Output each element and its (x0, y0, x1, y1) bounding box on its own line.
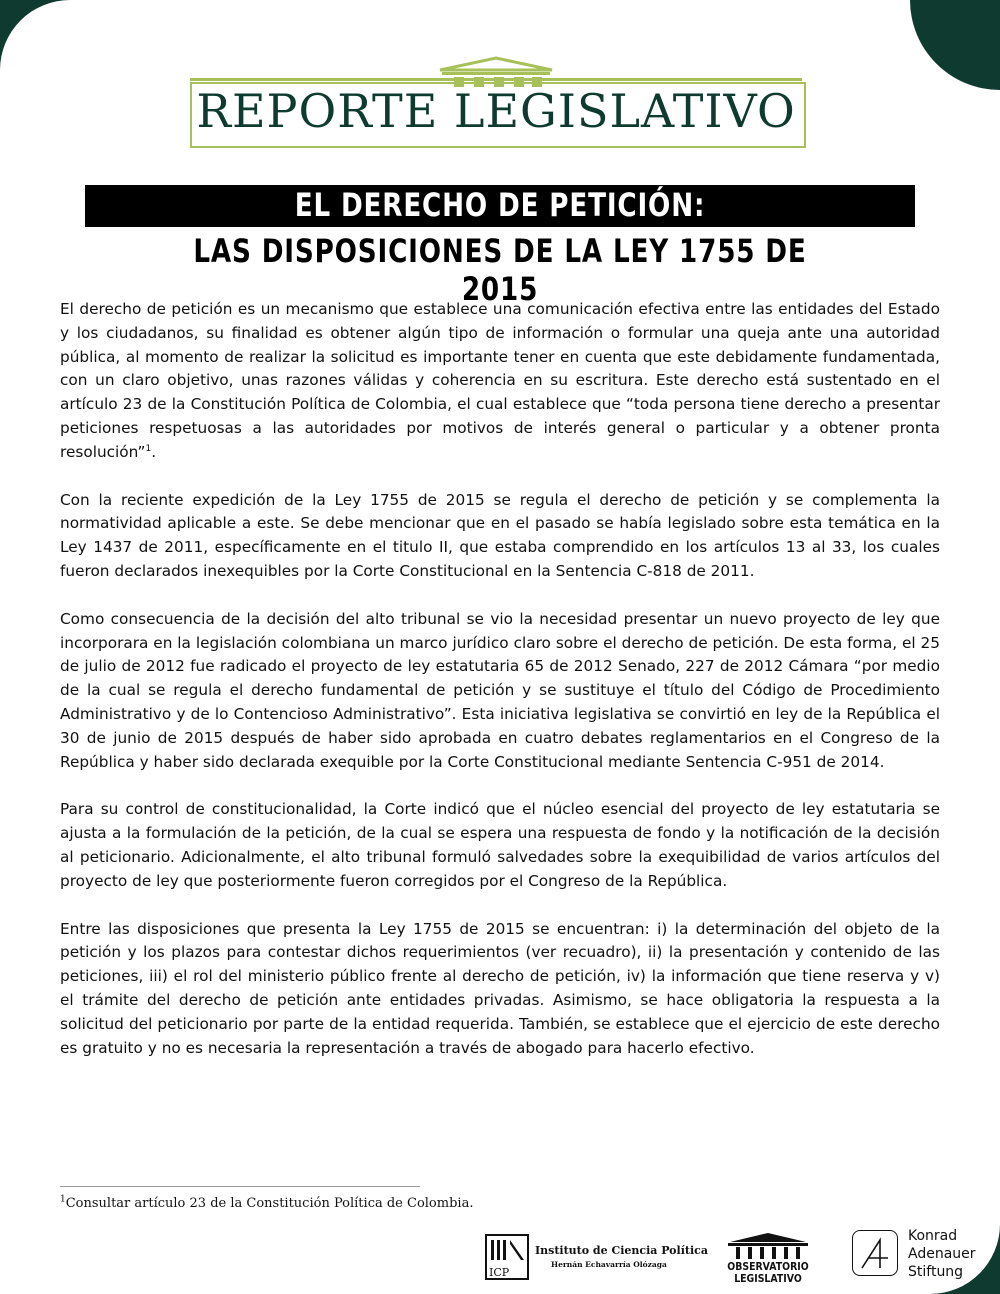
footnote-divider (60, 1186, 420, 1187)
masthead (182, 56, 810, 148)
paragraph: Entre las disposiciones que presenta la Ley 1755 de 2015 se encuentran: i) la determinación del objeto de la petición y los plazos para contestar dichos requerimientos (ver recuadro), ii) la presentación y contenido de las peticiones, iii) el rol del ministerio público frente al derecho de petición, iv) la información que tiene reserva y v) el trámite del derecho de petición ante entidades privadas. Asimismo, se hace obligatoria la respuesta a la solicitud del peticionario por parte de la entidad requerida. También, se establece que el ejercicio de este derecho es gratuito y no es necesaria la representación a través de abogado para hacerlo efectivo. (60, 919, 940, 1057)
observatorio-logo (708, 1232, 828, 1285)
paragraph: El derecho de petición es un mecanismo que establece una comunicación efectiva entre las entidades del Estado y los ciudadanos, su finalidad es obtener algún tipo de información o formular una queja ante una autoridad pública, al momento de realizar la solicitud es importante tener en cuenta que este debidamente fundamentada, con un claro objetivo, unas razones válidas y coherencia en su escritura. Este derecho está sustentado en el artículo 23 de la Constitución Política de Colombia, el cual establece que “toda persona tiene derecho a presentar peticiones respetuosas a las autoridades por motivos de interés general o particular y a obtener pronta resolución”$^1$. (60, 300, 940, 461)
kas-line1: Konrad (908, 1228, 958, 1244)
icp-mark-icon (485, 1234, 529, 1280)
observatorio-temple-icon (708, 1232, 828, 1260)
footnote-reference: 1 (145, 443, 152, 454)
article-title-line2: LAS DISPOSICIONES DE LA LEY 1755 DE 2015 (193, 232, 807, 308)
corner-decoration (910, 0, 1000, 90)
kas-logo (852, 1228, 982, 1284)
footnote: $^1$Consultar artículo 23 de la Constitución Política de Colombia. (60, 1194, 474, 1211)
paragraph: Como consecuencia de la decisión del alto tribunal se vio la necesidad presentar un nuevo proyecto de ley que incorporara en la legislación colombiana un marco jurídico claro sobre el derecho de petición. De esta forma, el 25 de julio de 2012 fue radicado el proyecto de ley estatutaria 65 de 2012 Senado, 227 de 2012 Cámara “por medio de la cual se regula el derecho fundamental de petición y se sustituye el título del Código de Procedimiento Administrativo y de lo Contencioso Administrativo”. Esta iniciativa legislativa se convirtió en ley de la República el 30 de junio de 2015 después de haber sido aprobada en cuatro debates reglamentarios en el Congreso de la República y haber sido declarada exequible por la Corte Constitucional mediante Sentencia C-951 de 2014. (60, 609, 940, 771)
paragraph: Con la reciente expedición de la Ley 1755 de 2015 se regula el derecho de petición y se complementa la normatividad aplicable a este. Se debe mencionar que en el pasado se había legislado sobre esta temática en la Ley 1437 de 2011, específicamente en el titulo II, que estaba comprendido en los artículos 13 al 33, los cuales fueron declarados inexequibles por la Corte Constitucional en la Sentencia C-818 de 2011. (60, 490, 940, 580)
publication-title: REPORTE LEGISLATIVO (196, 84, 796, 138)
icp-subtitle: Hernán Echavarría Olózaga (551, 1260, 667, 1269)
icp-logo (485, 1232, 708, 1282)
paragraph: Para su control de constitucionalidad, la Corte indicó que el núcleo esencial del proyecto de ley estatutaria se ajusta a la formulación de la petición, de la cual se espera una respuesta de fondo y la notificación de la decisión al peticionario. Adicionalmente, el alto tribunal formuló salvedades sobre la exequibilidad de varios artículos del proyecto de ley que posteriormente fueron corregidos por el Congreso de la República. (60, 800, 940, 890)
kas-line3: Stiftung (908, 1264, 964, 1280)
icp-abbreviation: ICP (489, 1266, 510, 1279)
article-title-line1: EL DERECHO DE PETICIÓN: (294, 186, 706, 224)
icp-name: Instituto de Ciencia Política (535, 1244, 708, 1257)
kas-mark-icon (852, 1230, 898, 1276)
kas-line2: Adenauer (908, 1246, 976, 1262)
article-body (60, 298, 940, 1084)
masthead-rule (190, 78, 802, 81)
observatorio-line2: LEGISLATIVO (734, 1272, 802, 1285)
observatorio-line1: OBSERVATORIO (727, 1260, 809, 1273)
